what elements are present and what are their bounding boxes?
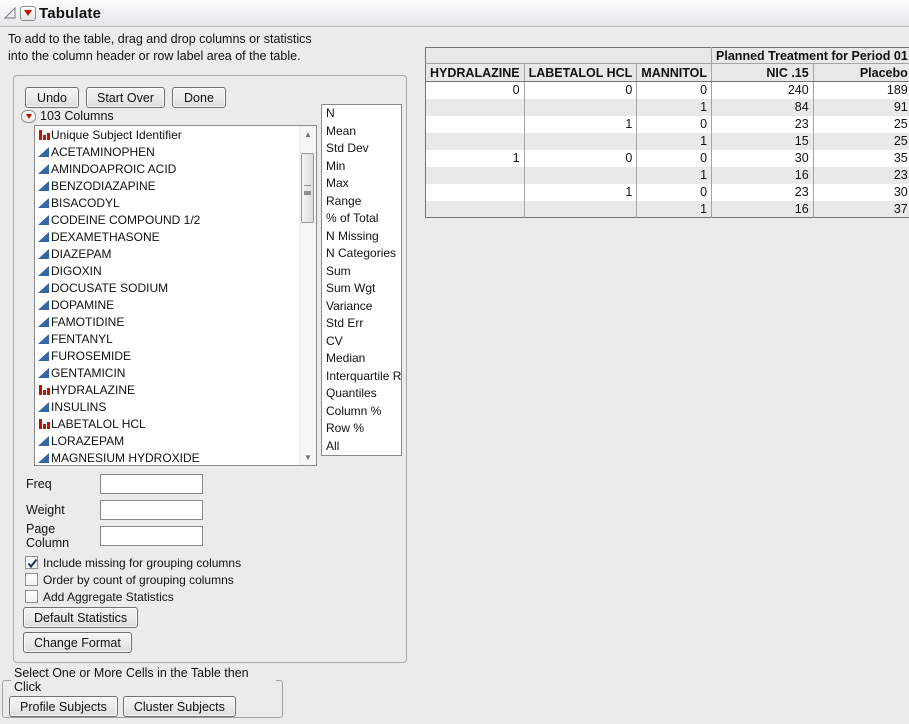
red-triangle-menu-button[interactable] [20,6,36,21]
columns-count-label: 103 Columns [40,109,114,123]
continuous-column-icon [37,298,50,311]
scrollbar-thumb[interactable] [301,153,314,223]
table-cell[interactable] [426,99,525,116]
continuous-column-icon [37,332,50,345]
continuous-column-icon [37,400,50,413]
checkbox-row [25,588,241,605]
statistic-item[interactable]: Std Dev [326,141,369,155]
column-item-label: GENTAMICIN [51,365,126,380]
statistic-item[interactable]: Quantiles [326,386,377,400]
statistic-item[interactable]: Max [326,176,349,190]
column-item-label: BENZODIAZAPINE [51,178,156,193]
columns-list-scrollbar[interactable] [299,126,316,465]
columns-list[interactable] [34,125,317,466]
table-cell[interactable]: 0 [524,150,637,167]
table-body [426,82,909,218]
statistic-item[interactable]: Median [326,351,366,365]
continuous-column-icon [37,162,50,175]
table-cell[interactable]: 16 [712,201,814,218]
column-header-row [426,64,909,82]
columns-header [21,109,114,123]
nominal-column-icon [37,383,50,396]
footer-buttons [9,696,276,717]
column-item[interactable] [35,194,316,211]
statistic-item[interactable]: Sum [326,263,351,278]
column-item[interactable] [35,211,316,228]
span-header-empty-cell[interactable] [426,48,712,64]
column-item[interactable] [35,347,316,364]
table-cell[interactable]: 25 [813,116,909,133]
column-item-label: INSULINS [51,399,107,414]
column-item-label: DOCUSATE SODIUM [51,280,169,295]
table-cell[interactable]: 189 [813,82,909,99]
continuous-column-icon [37,451,50,464]
change-format-button[interactable]: Change Format [23,632,132,653]
column-item-label: CODEINE COMPOUND 1/2 [51,212,201,227]
cells-action-group [2,666,283,718]
role-field-row [26,499,203,521]
statistic-item[interactable]: Variance [326,298,373,313]
column-item-label: BISACODYL [51,195,120,210]
table-cell[interactable]: 30 [712,150,814,167]
toolbar [25,87,226,108]
column-item-label: DIGOXIN [51,263,102,278]
instruction-text [8,31,312,65]
column-item-label: LORAZEPAM [51,433,125,448]
options-checkboxes [25,554,241,605]
table-cell[interactable]: 0 [637,150,712,167]
column-item[interactable] [35,313,316,330]
statistic-item[interactable]: CV [326,333,343,348]
table-cell[interactable]: 23 [813,167,909,184]
continuous-column-icon [37,315,50,328]
table-cell[interactable]: 37 [813,201,909,218]
table-row [426,150,909,167]
continuous-column-icon [37,196,50,209]
continuous-column-icon [37,349,50,362]
statistics-list[interactable] [321,104,402,456]
table-cell[interactable]: 1 [637,201,712,218]
column-item-label: HYDRALAZINE [51,382,136,397]
column-item-label: AMINDOAPROIC ACID [51,161,177,176]
done-button[interactable]: Done [172,87,226,108]
column-item[interactable] [35,279,316,296]
column-header-cell[interactable]: HYDRALAZINE [426,64,525,82]
cells-action-legend: Select One or More Cells in the Table then Click [14,666,249,694]
column-item-label: DIAZEPAM [51,246,112,261]
table-cell[interactable]: 1 [637,133,712,150]
table-cell[interactable] [524,167,637,184]
continuous-column-icon [37,281,50,294]
table-cell[interactable] [426,133,525,150]
table-cell[interactable]: 30 [813,184,909,201]
statistic-item[interactable]: Sum Wgt [326,281,376,295]
column-header-cell[interactable]: LABETALOL HCL [524,64,637,82]
continuous-column-icon [37,247,50,260]
continuous-column-icon [37,179,50,192]
red-triangle-icon [24,10,32,16]
column-item[interactable] [35,160,316,177]
statistic-item[interactable]: Min [326,158,346,173]
nominal-column-icon [37,417,50,430]
column-header-cell[interactable]: Placebo [813,64,909,82]
column-item[interactable] [35,245,316,262]
column-item[interactable] [35,381,316,398]
table-cell[interactable]: 240 [712,82,814,99]
table-row [426,99,909,116]
checkbox-row [25,554,241,571]
statistic-item[interactable]: All [326,438,340,453]
table-row [426,167,909,184]
column-item[interactable] [35,449,316,466]
column-item-label: FAMOTIDINE [51,314,125,329]
statistic-item[interactable]: N Categories [326,246,397,260]
checkbox-row [25,571,241,588]
freq-label: Freq [26,477,52,491]
checkbox-label: Order by count of grouping columns [43,572,234,587]
table-cell[interactable]: 1 [637,167,712,184]
column-item[interactable] [35,364,316,381]
table-cell[interactable]: 23 [712,184,814,201]
scroll-down-icon[interactable]: ▼ [304,452,312,462]
table-row [426,184,909,201]
table-cell[interactable]: 0 [637,82,712,99]
column-header-cell[interactable]: MANNITOL [637,64,712,82]
column-item[interactable] [35,398,316,415]
table-cell[interactable]: 0 [524,82,637,99]
column-item[interactable] [35,262,316,279]
weight-label: Weight [26,503,65,517]
span-header-cell[interactable]: Planned Treatment for Period 01 [712,48,909,64]
column-item[interactable] [35,330,316,347]
table-row [426,82,909,99]
undo-button[interactable]: Undo [25,87,79,108]
column-item-label: DEXAMETHASONE [51,229,160,244]
nominal-column-icon [37,128,50,141]
column-item-label: LABETALOL HCL [51,416,146,431]
statistic-item[interactable]: % of Total [326,211,379,225]
table-cell[interactable]: 91 [813,99,909,116]
profile-subjects-button[interactable]: Profile Subjects [9,696,118,717]
column-item-label: ACETAMINOPHEN [51,144,155,159]
table-cell[interactable] [524,99,637,116]
table-cell[interactable] [426,184,525,201]
table-cell[interactable] [524,201,637,218]
role-field-row [26,522,203,550]
instruction-line-2: into the column header or row label area of the table. [8,49,301,63]
statistic-item[interactable]: Mean [326,123,357,138]
table-cell[interactable]: 0 [637,116,712,133]
column-item-label: FUROSEMIDE [51,348,132,363]
table-cell[interactable]: 1 [637,99,712,116]
scroll-up-icon[interactable]: ▲ [304,129,312,139]
table-cell[interactable]: 1 [524,184,637,201]
continuous-column-icon [37,366,50,379]
continuous-column-icon [37,230,50,243]
column-item[interactable] [35,432,316,449]
continuous-column-icon [37,434,50,447]
column-header-cell[interactable]: NIC .15 [712,64,814,82]
cluster-subjects-button[interactable]: Cluster Subjects [123,696,236,717]
control-panel [13,75,407,663]
table-row [426,133,909,150]
freq-input[interactable] [100,474,203,494]
statistic-item[interactable]: Range [326,193,362,208]
table-cell[interactable]: 16 [712,167,814,184]
statistic-item[interactable]: Std Err [326,316,364,330]
checkbox-unchecked-icon[interactable] [25,590,38,603]
statistic-item[interactable]: Column % [326,403,382,418]
table-cell[interactable] [426,167,525,184]
statistic-item[interactable]: N Missing [326,228,379,243]
table-row [426,116,909,133]
column-item[interactable] [35,126,316,143]
tabulate-table [425,47,909,218]
table-cell[interactable]: 23 [712,116,814,133]
weight-input[interactable] [100,500,203,520]
page-column-label: Page Column [26,522,70,550]
continuous-column-icon [37,145,50,158]
checkbox-label: Include missing for grouping columns [43,555,242,570]
span-header-row [426,48,909,64]
outlet-header [0,0,909,27]
table-cell[interactable] [524,133,637,150]
table-cell[interactable]: 1 [524,116,637,133]
checkbox-label: Add Aggregate Statistics [43,589,174,604]
table-cell[interactable]: 15 [712,133,814,150]
checkbox-checked-icon[interactable] [25,556,38,569]
table-cell[interactable]: 35 [813,150,909,167]
table-cell[interactable] [426,201,525,218]
column-item-label: FENTANYL [51,331,113,346]
column-item[interactable] [35,296,316,313]
checkbox-unchecked-icon[interactable] [25,573,38,586]
default-statistics-button[interactable]: Default Statistics [23,607,138,628]
collapse-triangle-icon[interactable] [3,6,17,20]
role-field-row [26,473,203,495]
statistic-item[interactable]: N [326,106,335,120]
table-cell[interactable]: 84 [712,99,814,116]
page-title: Tabulate [39,4,102,22]
statistic-item[interactable]: Row % [326,421,365,435]
instruction-line-1: To add to the table, drag and drop columns or statistics [8,32,312,46]
continuous-column-icon [37,264,50,277]
table-cell[interactable]: 1 [512,151,520,165]
table-cell[interactable]: 0 [637,184,712,201]
column-item[interactable] [35,143,316,160]
columns-red-triangle-menu-button[interactable] [21,110,36,123]
table-row [426,201,909,218]
columns-list-items [35,126,316,466]
column-item-label: DOPAMINE [51,297,115,312]
column-item[interactable] [35,177,316,194]
red-triangle-icon [26,114,32,119]
column-item[interactable] [35,228,316,245]
table-cell[interactable]: 0 [512,83,520,98]
role-fields [26,473,203,551]
continuous-column-icon [37,213,50,226]
table-cell[interactable] [426,116,525,133]
column-item-label: MAGNESIUM HYDROXIDE [51,450,200,465]
table-cell[interactable]: 25 [813,133,909,150]
column-item-label: Unique Subject Identifier [51,127,182,142]
start-over-button[interactable]: Start Over [86,87,165,108]
page-column-input[interactable] [100,526,203,546]
statistic-item[interactable]: Interquartile R [326,368,401,383]
scrollbar-grip-icon [304,185,311,191]
column-item[interactable] [35,415,316,432]
